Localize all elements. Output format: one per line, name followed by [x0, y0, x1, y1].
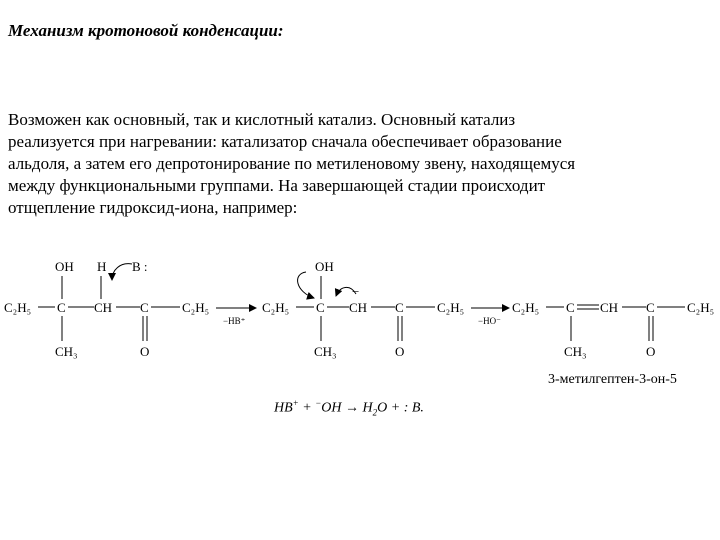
reaction-arrow-1 [216, 308, 256, 326]
final-equation [274, 398, 424, 417]
reaction-arrow-2 [471, 308, 509, 326]
carbonyl-carbon: C [646, 300, 655, 315]
oh-text: OH [321, 400, 342, 416]
carbon-label: C [57, 300, 66, 315]
charge-sup: + [292, 398, 299, 408]
curved-arrow-icon [112, 264, 132, 280]
ch3-label: CH₃ [55, 344, 78, 359]
paragraph-line: альдоля, а затем его депротонирование по метиленовому звену, находящемуся [8, 154, 576, 173]
paragraph-line: Возможен как основный, так и кислотный катализ. Основный катализ [8, 110, 516, 129]
h-label: H [97, 259, 107, 274]
page-title: Механизм кротоновой конденсации: [8, 21, 284, 40]
product-name: 3-метилгептен-3-он-5 [548, 372, 677, 387]
c2h5-left: C₂H₅ [4, 300, 32, 315]
charge-sup: − [315, 398, 322, 408]
paragraph-line: между функциональными группами. На завершающей стадии происходит [8, 176, 546, 195]
ch-label: CH [94, 300, 113, 315]
oh-label: OH [55, 259, 74, 274]
c2h5-right: C₂H₅ [687, 300, 715, 315]
tail-text: + : B. [387, 400, 424, 416]
oxygen-label: O [395, 344, 405, 359]
arrow-label: −HO⁻ [478, 316, 501, 326]
reaction-scheme [0, 250, 720, 365]
molecule-aldol [4, 259, 209, 359]
c2h5-left: C₂H₅ [262, 300, 290, 315]
paragraph-line: отщепление гидроксид-иона, например: [8, 198, 298, 217]
ch-label: CH [349, 300, 368, 315]
arrow-label: −HB⁺ [223, 316, 246, 326]
oh-label: OH [315, 259, 334, 274]
o-text: O [377, 400, 388, 416]
subscript: 2 [372, 407, 378, 418]
oxygen-label: O [140, 344, 150, 359]
hb-text: HB [274, 400, 293, 416]
arrow-text: → [341, 400, 363, 416]
ch3-label: CH₃ [564, 344, 587, 359]
description-paragraph [8, 109, 712, 219]
curved-arrow-icon [298, 272, 314, 298]
h-text: H [362, 400, 373, 416]
plus-text: + [298, 400, 316, 416]
paragraph-line: реализуется при нагревании: катализатор сначала обеспечивает образование [8, 132, 562, 151]
c2h5-right: C₂H₅ [182, 300, 210, 315]
carbon-label: C [566, 300, 575, 315]
molecule-enone [512, 300, 714, 359]
molecule-carbanion [262, 259, 464, 359]
c2h5-left: C₂H₅ [512, 300, 540, 315]
carbonyl-carbon: C [140, 300, 149, 315]
base-label: B : [132, 259, 148, 274]
oxygen-label: O [646, 344, 656, 359]
ch-label: CH [600, 300, 619, 315]
carbonyl-carbon: C [395, 300, 404, 315]
c2h5-right: C₂H₅ [437, 300, 465, 315]
ch3-label: CH₃ [314, 344, 337, 359]
negative-charge: − [352, 284, 360, 299]
carbon-label: C [316, 300, 325, 315]
